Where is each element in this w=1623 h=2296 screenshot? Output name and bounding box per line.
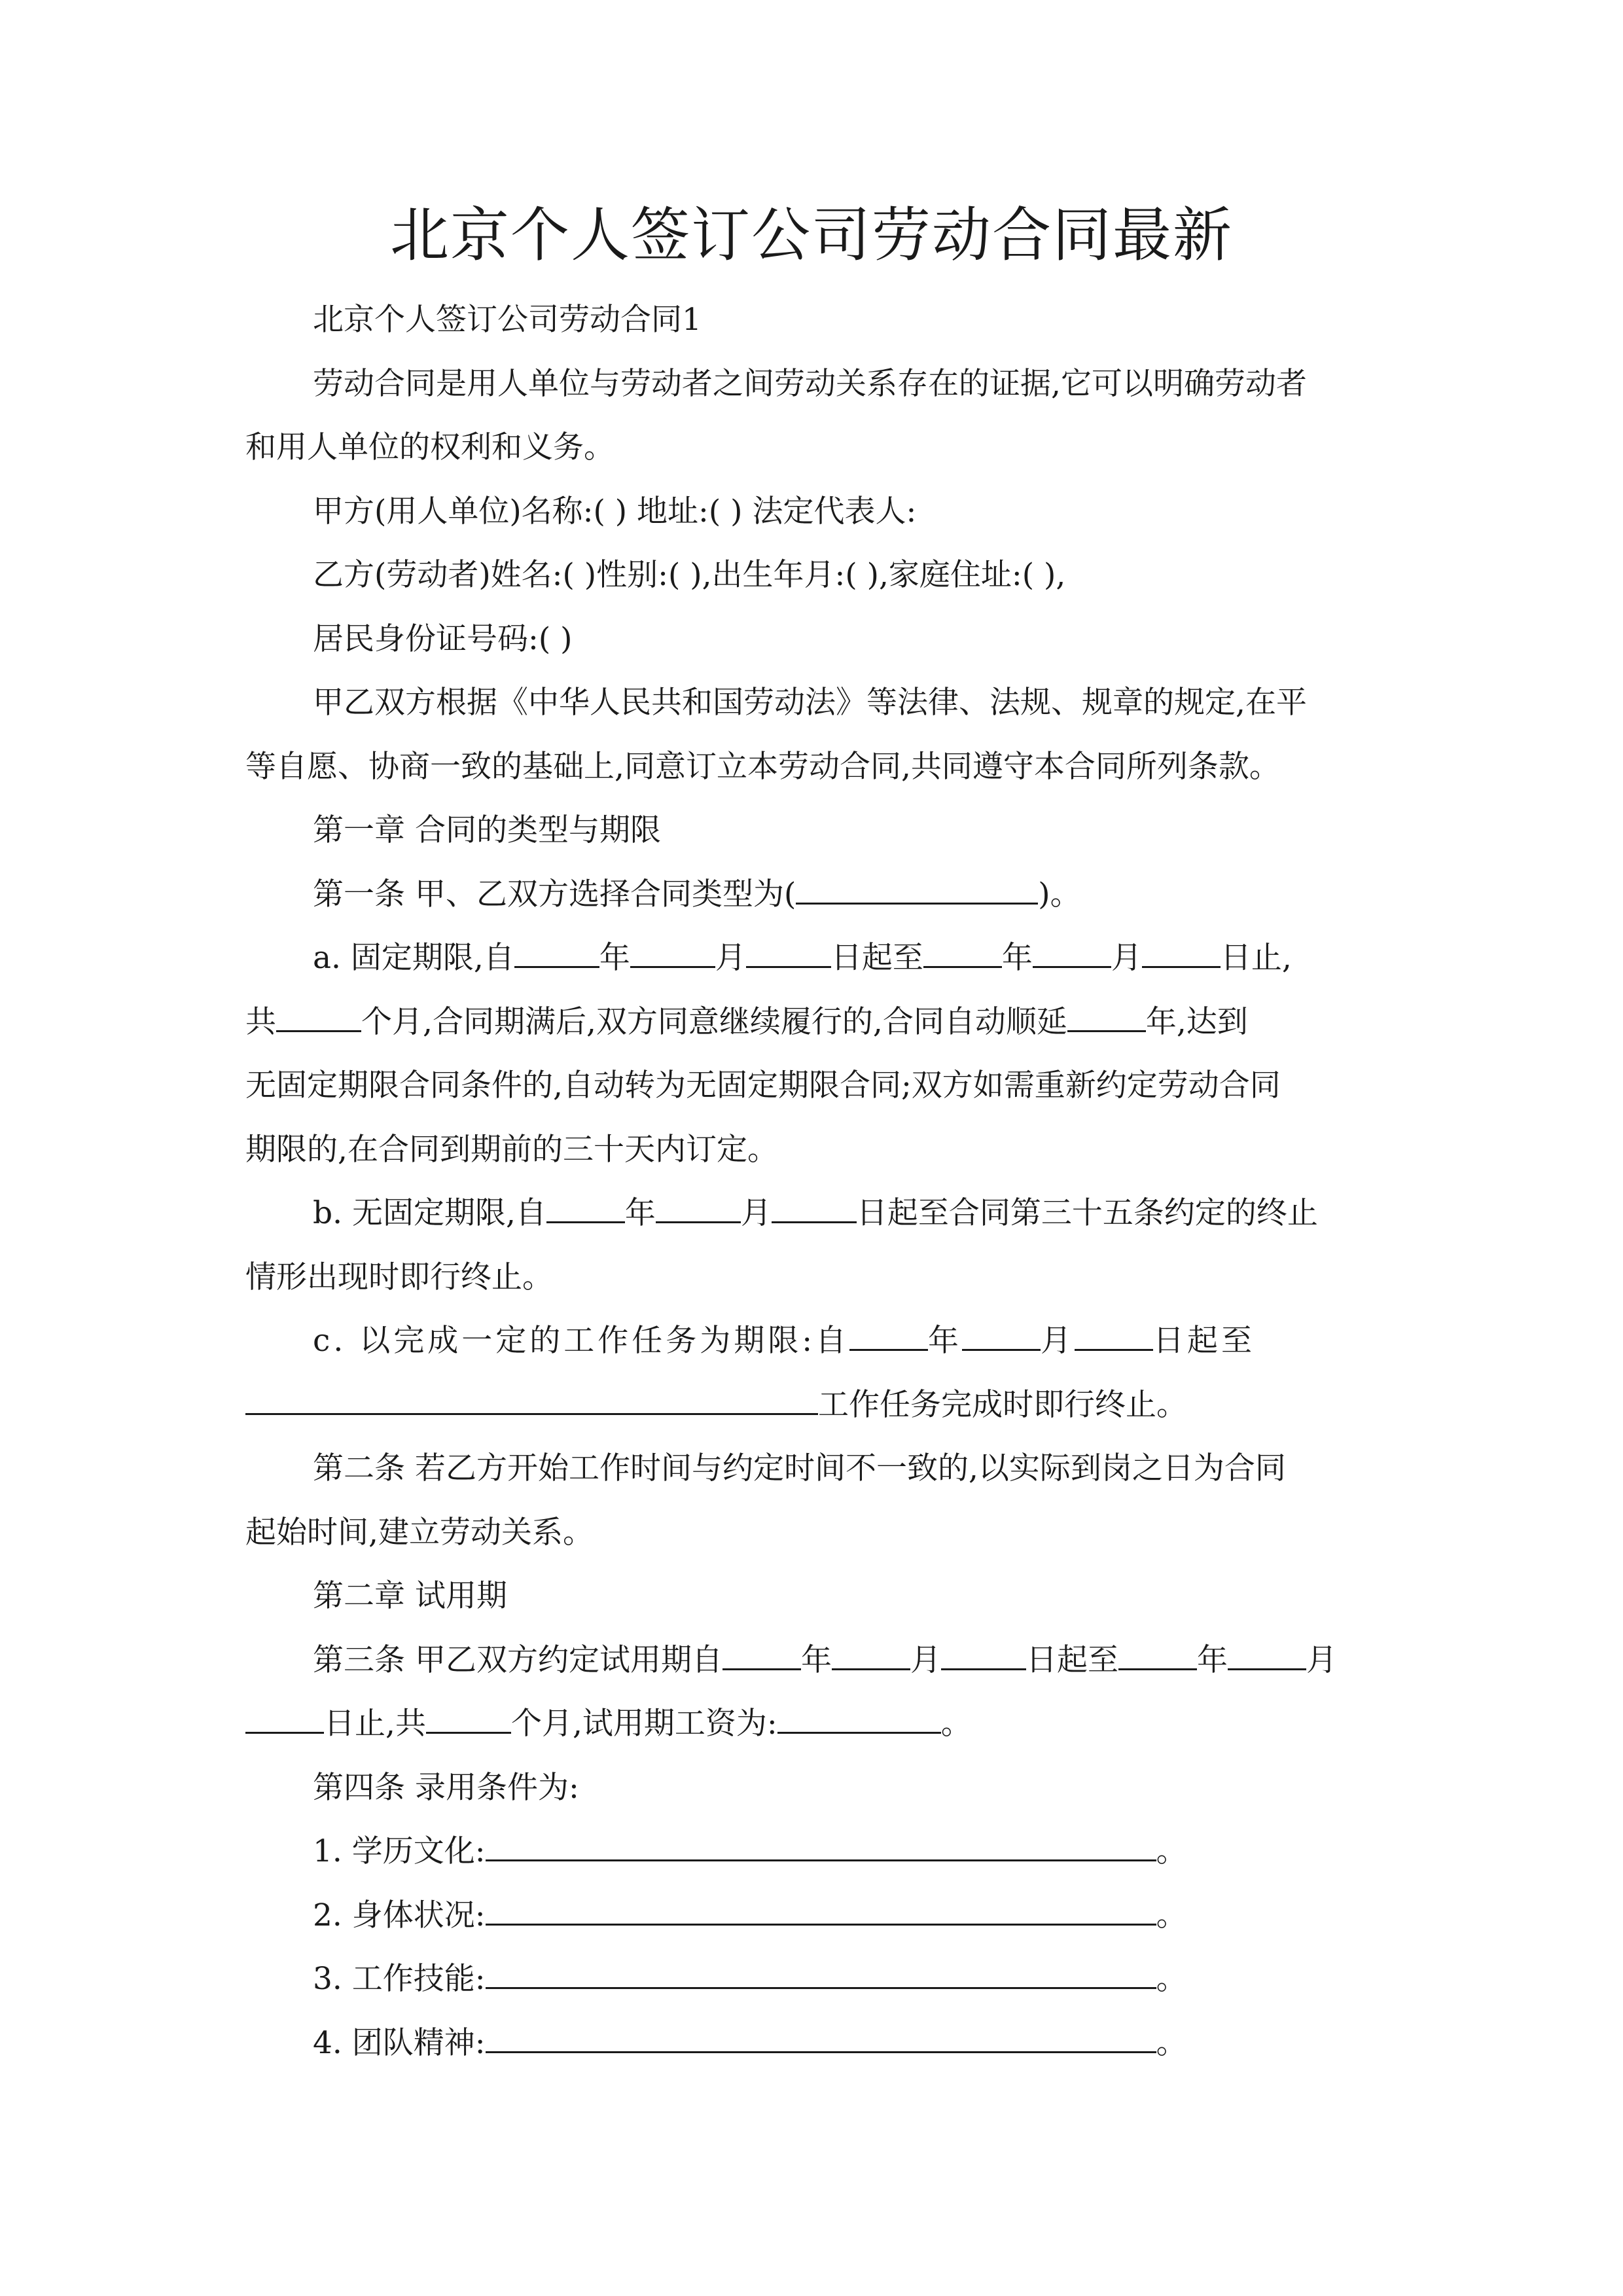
clause-c-line-1 <box>245 1309 1384 1373</box>
year-label: 年 <box>599 940 630 976</box>
condition-blank[interactable] <box>486 2024 1156 2053</box>
article-2-line-1: 第二条 若乙方开始工作时间与约定时间不一致的,以实际到岗之日为合同 <box>313 1450 1286 1486</box>
clause-a-line-2 <box>245 990 1384 1054</box>
condition-label: 3. 工作技能: <box>313 1961 486 1997</box>
blank-year[interactable] <box>722 1641 801 1670</box>
blank-task[interactable] <box>245 1386 818 1415</box>
clause-b-line-2: 情形出现时即行终止。 <box>245 1259 553 1295</box>
month-label: 月 <box>1306 1641 1337 1678</box>
article-1-text: 第一条 甲、乙双方选择合同类型为( <box>313 876 796 912</box>
condition-label: 4. 团队精神: <box>313 2024 486 2061</box>
article-3-text: 第三条 甲乙双方约定试用期自 <box>313 1641 722 1678</box>
total-label: 日止,共 <box>324 1706 426 1742</box>
blank-day[interactable] <box>1142 939 1221 968</box>
year-label: 年 <box>1196 1641 1228 1678</box>
chapter-1-heading: 第一章 合同的类型与期限 <box>313 812 661 848</box>
blank-day[interactable] <box>746 939 831 968</box>
article-4-heading: 第四条 录用条件为: <box>313 1769 579 1806</box>
intro-line-2: 和用人单位的权利和义务。 <box>245 429 615 465</box>
blank-day[interactable] <box>772 1194 857 1223</box>
month-label: 月 <box>1041 1323 1075 1359</box>
blank-year[interactable] <box>849 1321 928 1351</box>
document-title: 北京个人签订公司劳动合同最新 <box>390 201 1233 270</box>
month-label: 月 <box>740 1195 772 1231</box>
year-label: 年 <box>928 1323 963 1359</box>
basis-line-1: 甲乙双方根据《中华人民共和国劳动法》等法律、法规、规章的规定,在平 <box>313 685 1307 721</box>
blank-month[interactable] <box>1033 939 1111 968</box>
condition-label: 1. 学历文化: <box>313 1833 486 1869</box>
period-mark: 。 <box>1156 2024 1187 2061</box>
period-mark: 。 <box>1156 1833 1187 1869</box>
intro-line-1: 劳动合同是用人单位与劳动者之间劳动关系存在的证据,它可以明确劳动者 <box>313 365 1307 402</box>
blank-month[interactable] <box>630 939 715 968</box>
blank-year[interactable] <box>1118 1641 1197 1670</box>
from-to-label: 日起至 <box>830 940 923 976</box>
article-2-line-2: 起始时间,建立劳动关系。 <box>245 1514 594 1551</box>
article-3-line-2 <box>245 1692 1384 1756</box>
clause-b-line-1 <box>245 1181 1384 1246</box>
clause-a-line-4: 期限的,在合同到期前的三十天内订定。 <box>245 1131 778 1168</box>
clause-c-line-2 <box>245 1373 1384 1437</box>
blank-month[interactable] <box>1228 1641 1306 1670</box>
blank-renew-years[interactable] <box>1067 1003 1146 1032</box>
contract-type-blank[interactable] <box>796 875 1038 905</box>
month-label: 月 <box>1111 940 1142 976</box>
year-label: 年 <box>800 1641 832 1678</box>
clause-a-text: a. 固定期限,自 <box>313 940 514 976</box>
end-label: 日止, <box>1220 940 1292 976</box>
blank-day[interactable] <box>941 1641 1026 1670</box>
probation-wage-label: 个月,试用期工资为: <box>510 1706 777 1742</box>
month-label: 月 <box>715 940 746 976</box>
clause-c-text: c. 以完成一定的工作任务为期限:自 <box>313 1323 850 1359</box>
renewal-end-text: 年,达到 <box>1145 1003 1248 1040</box>
clause-b-end-text: 日起至合同第三十五条约定的终止 <box>856 1195 1318 1231</box>
period-mark: 。 <box>1156 1961 1187 1997</box>
condition-label: 2. 身体状况: <box>313 1897 486 1933</box>
blank-months[interactable] <box>276 1003 361 1032</box>
total-label: 共 <box>245 1003 276 1040</box>
article-1-end: )。 <box>1038 876 1081 912</box>
blank-year[interactable] <box>514 939 599 968</box>
blank-probation-months[interactable] <box>426 1704 511 1734</box>
article-1 <box>245 863 1384 927</box>
party-a-line: 甲方(用人单位)名称:( ) 地址:( ) 法定代表人: <box>313 493 917 529</box>
basis-line-2: 等自愿、协商一致的基础上,同意订立本劳动合同,共同遵守本合同所列条款。 <box>245 748 1280 785</box>
condition-item <box>245 1820 1384 1884</box>
month-label: 月 <box>910 1641 941 1678</box>
condition-blank[interactable] <box>486 1896 1156 1926</box>
clause-a-line-3: 无固定期限合同条件的,自动转为无固定期限合同;双方如需重新约定劳动合同 <box>245 1067 1281 1103</box>
period-mark: 。 <box>940 1706 972 1742</box>
id-number-line: 居民身份证号码:( ) <box>313 620 573 657</box>
blank-day[interactable] <box>245 1704 324 1734</box>
clause-b-text: b. 无固定期限,自 <box>313 1195 546 1231</box>
condition-blank[interactable] <box>486 1832 1156 1861</box>
task-end-text: 工作任务完成时即行终止。 <box>818 1386 1187 1423</box>
subtitle: 北京个人签订公司劳动合同1 <box>313 302 702 338</box>
condition-item <box>245 1947 1384 2011</box>
blank-year[interactable] <box>546 1194 625 1223</box>
blank-month[interactable] <box>962 1321 1041 1351</box>
from-to-label: 日起至 <box>1026 1641 1118 1678</box>
from-to-label: 日起至 <box>1153 1323 1256 1359</box>
article-3-line-1 <box>245 1628 1384 1693</box>
renewal-text: 个月,合同期满后,双方同意继续履行的,合同自动顺延 <box>361 1003 1067 1040</box>
condition-item <box>245 2011 1384 2075</box>
condition-item <box>245 1884 1384 1948</box>
year-label: 年 <box>624 1195 656 1231</box>
chapter-2-heading: 第二章 试用期 <box>313 1578 507 1614</box>
clause-a-line-1 <box>245 926 1384 990</box>
year-label: 年 <box>1001 940 1033 976</box>
period-mark: 。 <box>1156 1897 1187 1933</box>
party-b-line: 乙方(劳动者)姓名:( )性别:( ),出生年月:( ),家庭住址:( ), <box>313 557 1066 593</box>
document-body <box>245 288 1384 2075</box>
blank-year[interactable] <box>923 939 1002 968</box>
blank-probation-wage[interactable] <box>777 1704 941 1734</box>
condition-blank[interactable] <box>486 1960 1156 1989</box>
blank-month[interactable] <box>656 1194 741 1223</box>
blank-month[interactable] <box>832 1641 910 1670</box>
blank-day[interactable] <box>1075 1321 1153 1351</box>
